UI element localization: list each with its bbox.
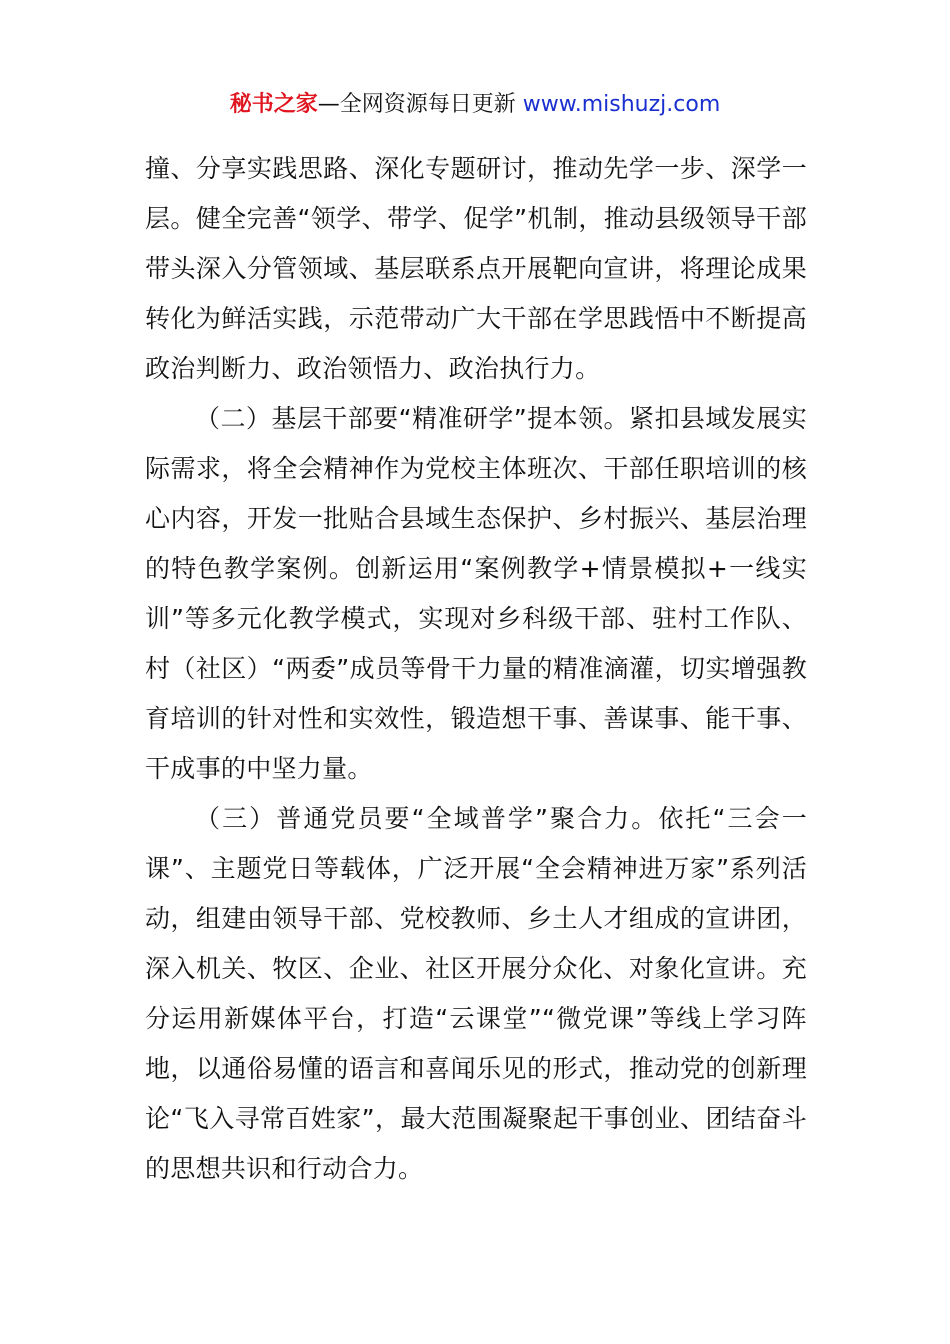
paragraph-continuation: 撞、分享实践思路、深化专题研讨，推动先学一步、深学一层。健全完善“领学、带学、促学”机制，推动县级领导干部带头深入分管领域、基层联系点开展靶向宣讲，将理论成果转化为鲜活实践，示范带动广大干部在学思践悟中不断提高政治判断力、政治领悟力、政治执行力。 xyxy=(145,154,807,383)
paragraph-section-3: （三）普通党员要“全域普学”聚合力。依托“三会一课”、主题党日等载体，广泛开展“全会精神进万家”系列活动，组建由领导干部、党校教师、乡土人才组成的宣讲团，深入机关、牧区、企业、社区开展分众化、对象化宣讲。充分运用新媒体平台，打造“云课堂”“微党课”等线上学习阵地，以通俗易懂的语言和喜闻乐见的形式，推动党的创新理论“飞入寻常百姓家”，最大范围凝聚起干事创业、团结奋斗的思想共识和行动合力。 xyxy=(145,804,807,1183)
page-header xyxy=(0,88,950,122)
paragraph-section-2: （二）基层干部要“精准研学”提本领。紧扣县域发展实际需求，将全会精神作为党校主体班次、干部任职培训的核心内容，开发一批贴合县域生态保护、乡村振兴、基层治理的特色教学案例。创新运用“案例教学+情景模拟+一线实训”等多元化教学模式，实现对乡科级干部、驻村工作队、村（社区）“两委”成员等骨干力量的精准滴灌，切实增强教育培训的针对性和实效性，锻造想干事、善谋事、能干事、干成事的中坚力量。 xyxy=(145,404,807,783)
header-slogan: —全网资源每日更新 xyxy=(317,92,516,117)
website-link[interactable]: www.mishuzj.com xyxy=(522,92,721,117)
brand-name: 秘书之家 xyxy=(229,92,318,117)
document-body xyxy=(145,144,807,1194)
